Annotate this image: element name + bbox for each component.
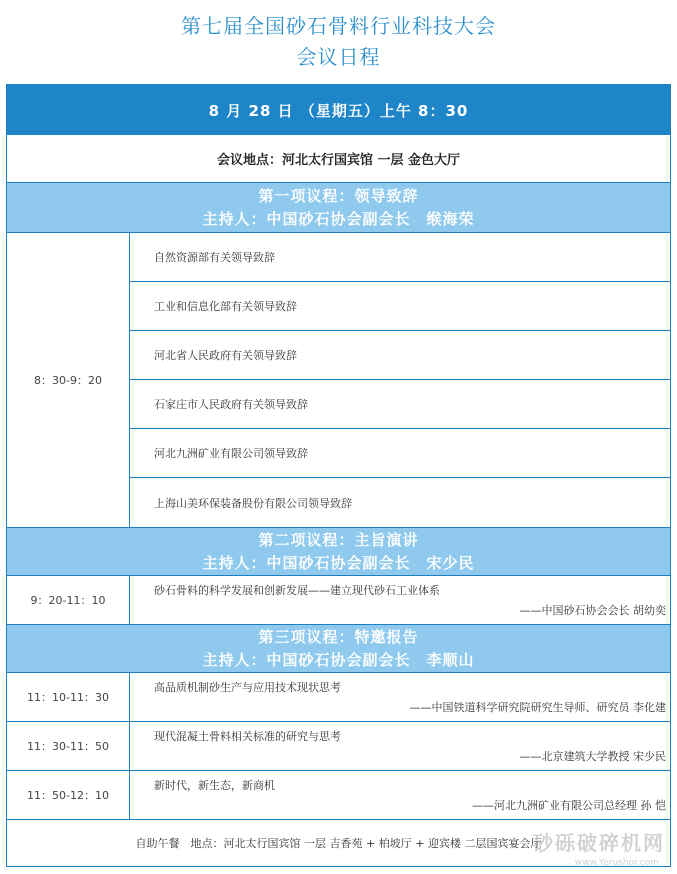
agenda2-host: 主持人：中国砂石协会副会长 宋少民 [202,553,475,572]
talk-time: 11：10-11：30 [7,673,130,721]
agenda1-time: 8：30-9：20 [7,233,130,527]
agenda2-block [7,576,670,625]
watermark-url: www.Yerushor.com [574,858,659,868]
talk-topic: 高品质机制砂生产与应用技术现状思考 [154,681,341,694]
venue: 会议地点：河北太行国宾馆 一层 金色大厅 [7,135,670,183]
talk-topic: 现代混凝土骨料相关标准的研究与思考 [154,730,341,743]
list-item: 工业和信息化部有关领导致辞 [130,282,670,331]
agenda1-title: 第一项议程：领导致辞 [258,186,419,205]
agenda3-title: 第三项议程：特邀报告 [258,627,419,646]
agenda3-header [7,625,670,673]
conference-title: 第七届全国砂石骨料行业科技大会 [181,14,496,38]
lunch-info: 自助午餐 地点：河北太行国宾馆 一层 吉香苑 + 柏坡厅 + 迎宾楼 二层国宾宴会厅 [135,837,542,850]
list-item: 自然资源部有关领导致辞 [130,233,670,282]
agenda1-block [7,233,670,528]
talk-speaker: ——中国砂石协会会长 胡幼奕 [519,604,666,617]
talk-topic: 砂石骨料的科学发展和创新发展——建立现代砂石工业体系 [154,584,440,597]
talk-speaker: ——北京建筑大学教授 宋少民 [519,750,666,763]
talk-item [130,771,670,819]
agenda3-talk3 [7,771,670,820]
talk-time: 11：50-12：10 [7,771,130,819]
agenda1-header [7,183,670,233]
list-item: 上海山美环保装备股份有限公司领导致辞 [154,496,352,510]
agenda1-items [130,233,670,527]
list-item: 石家庄市人民政府有关领导致辞 [130,380,670,429]
agenda3-host: 主持人：中国砂石协会副会长 李顺山 [202,650,475,669]
talk-topic: 新时代，新生态，新商机 [154,779,275,792]
talk-speaker: ——中国铁道科学研究院研究生导师、研究员 李化建 [409,701,666,714]
agenda1-host: 主持人：中国砂石协会副会长 缑海荣 [202,209,475,228]
watermark: 砂砾破碎机网 [533,831,665,855]
agenda3-talk1 [7,673,670,722]
agenda3-talk2 [7,722,670,771]
agenda2-time: 9：20-11：10 [7,576,130,624]
schedule-title: 会议日程 [296,45,381,69]
agenda2-header [7,528,670,576]
date-header: 8 月 28 日 （星期五）上午 8：30 [7,85,670,135]
agenda2-title: 第二项议程：主旨演讲 [258,530,419,549]
talk-item [130,673,670,721]
list-item: 河北九洲矿业有限公司领导致辞 [130,429,670,478]
list-item: 河北省人民政府有关领导致辞 [130,331,670,380]
talk-item [130,576,670,624]
talk-time: 11：30-11：50 [7,722,130,770]
talk-speaker: ——河北九洲矿业有限公司总经理 孙 恺 [472,799,666,812]
schedule-table [6,84,671,867]
talk-item [130,722,670,770]
